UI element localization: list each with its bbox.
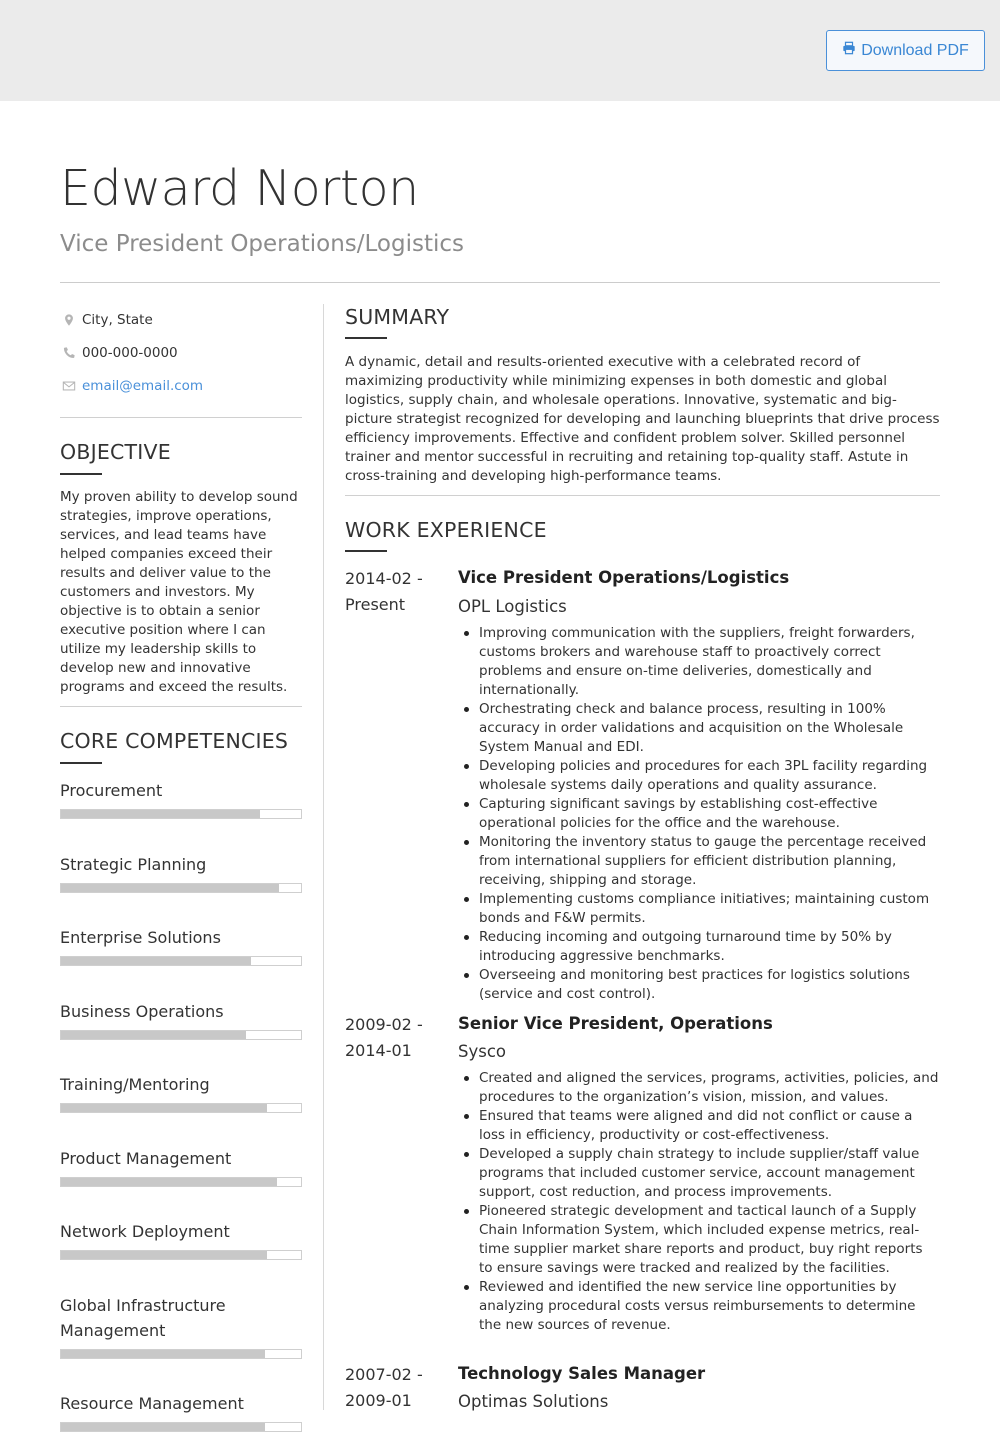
skill-bar — [60, 1250, 302, 1260]
contact-location — [60, 312, 153, 328]
job-dates — [345, 566, 445, 618]
skill-bar-fill — [61, 1350, 265, 1358]
phone-text: 000-000-0000 — [82, 345, 178, 361]
skill-bar — [60, 1103, 302, 1113]
envelope-icon — [60, 379, 82, 393]
skill-label: Resource Management — [60, 1394, 244, 1413]
job-dates — [345, 1012, 445, 1064]
skill-label: Product Management — [60, 1149, 232, 1168]
skill-bar-fill — [61, 1178, 277, 1186]
header-divider — [60, 282, 940, 283]
job-company: Optimas Solutions — [458, 1392, 609, 1411]
job-dates — [345, 1362, 445, 1414]
job-bullet: Improving communication with the suppliers, freight forwarders, customs brokers and warehouse staff to proactively correct problems and ensure on-time deliveries, domestically and internationally. — [458, 624, 940, 700]
objective-heading-rule — [60, 473, 102, 475]
job-bullet: Developing policies and procedures for each 3PL facility regarding wholesale systems daily operations and quality assurance. — [458, 757, 940, 795]
skill-bar — [60, 1349, 302, 1359]
objective-text: My proven ability to develop sound strategies, improve operations, services, and lead teams have helped companies exceed their results and deliver value to the customers and investors. My objective is to obtain a senior executive position where I can utilize my leadership skills to develop new and innovative programs and exceed the results. — [60, 489, 298, 695]
job-bullets — [458, 624, 940, 1004]
objective-heading: OBJECTIVE — [60, 440, 171, 464]
candidate-title: Vice President Operations/Logistics — [60, 231, 465, 257]
skill-bar-fill — [61, 1251, 267, 1259]
experience-heading-rule — [345, 550, 387, 552]
skill-bar — [60, 956, 302, 966]
job-role: Vice President Operations/Logistics — [458, 568, 790, 587]
job-company: OPL Logistics — [458, 597, 567, 616]
skill-label: Network Deployment — [60, 1222, 230, 1241]
job-bullet: Implementing customs compliance initiatives; maintaining custom bonds and F&W permits. — [458, 890, 940, 928]
job-bullet: Reducing incoming and outgoing turnaround time by 50% by introducing aggressive benchmarks. — [458, 928, 940, 966]
job-bullet: Overseeing and monitoring best practices for logistics solutions (service and cost control). — [458, 966, 940, 1004]
skill-label: Business Operations — [60, 1002, 224, 1021]
skill-bar-fill — [61, 1104, 267, 1112]
experience-heading: WORK EXPERIENCE — [345, 518, 547, 542]
contact-email — [60, 378, 203, 394]
skill-bar — [60, 1177, 302, 1187]
job-role: Senior Vice President, Operations — [458, 1014, 773, 1033]
contact-phone — [60, 345, 178, 361]
skill-bar-fill — [61, 957, 251, 965]
job-company: Sysco — [458, 1042, 507, 1061]
job-date-end: Present — [345, 595, 406, 614]
job-bullet: Pioneered strategic development and tactical launch of a Supply Chain Information System, which included expense metrics, real-time supplier market share reports and product, buy right reports to ensure savings were tracked and realized by the facilities. — [458, 1202, 940, 1278]
job-bullet: Developed a supply chain strategy to include supplier/staff value programs that included customer service, account management support, cost reduction, and process improvements. — [458, 1145, 940, 1202]
download-pdf-button[interactable] — [826, 30, 985, 71]
summary-heading-rule — [345, 337, 387, 339]
skill-bar-fill — [61, 1423, 265, 1431]
skill-label: Global Infrastructure Management — [60, 1296, 226, 1340]
summary-text: A dynamic, detail and results-oriented executive with a celebrated record of maximizing productivity while minimizing expenses in both domestic and global logistics, supply chain, and wholesale operations. Innovative, systematic and big-picture strategist recognized for developing and launching blueprints that drive process efficiency improvements. Effective and confident problem solver. Skilled personnel trainer and mentor successful in recruiting and retaining top-quality staff. Astute in cross-training and developing high-performance teams. — [345, 354, 940, 484]
contact-divider — [60, 417, 302, 418]
skill-label: Enterprise Solutions — [60, 928, 221, 947]
skill-label: Procurement — [60, 781, 163, 800]
summary-heading: SUMMARY — [345, 305, 450, 329]
map-pin-icon — [60, 313, 82, 327]
skill-bar — [60, 883, 302, 893]
job-bullet: Ensured that teams were aligned and did not conflict or cause a loss in efficiency, productivity or cost-effectiveness. — [458, 1107, 940, 1145]
printer-icon — [842, 41, 856, 60]
phone-icon — [60, 346, 82, 360]
job-bullet: Reviewed and identified the new service line opportunities by analyzing procedural costs versus reimbursements to determine the new sources of revenue. — [458, 1278, 940, 1335]
summary-divider — [345, 495, 940, 496]
job-bullet: Monitoring the inventory status to gauge the percentage received from international suppliers for efficient distribution planning, receiving, shipping and storage. — [458, 833, 940, 890]
candidate-name: Edward Norton — [60, 160, 419, 217]
job-role: Technology Sales Manager — [458, 1364, 706, 1383]
job-bullet: Orchestrating check and balance process, resulting in 100% accuracy in order validations and acquisition on the Wholesale System Manual and EDI. — [458, 700, 940, 757]
skill-bar-fill — [61, 884, 279, 892]
skill-label: Strategic Planning — [60, 855, 207, 874]
top-toolbar — [0, 0, 1000, 101]
skill-bar — [60, 1422, 302, 1432]
job-date-start: 2007-02 - — [345, 1365, 423, 1384]
skill-bar — [60, 809, 302, 819]
job-bullet: Created and aligned the services, programs, activities, policies, and procedures to the organization’s vision, mission, and values. — [458, 1069, 940, 1107]
competencies-heading: CORE COMPETENCIES — [60, 729, 289, 753]
email-link[interactable]: email@email.com — [82, 378, 204, 394]
objective-divider — [60, 706, 302, 707]
job-date-start: 2009-02 - — [345, 1015, 423, 1034]
column-divider — [323, 304, 324, 1410]
job-date-end: 2009-01 — [345, 1391, 412, 1410]
skill-label: Training/Mentoring — [60, 1075, 210, 1094]
job-date-start: 2014-02 - — [345, 569, 423, 588]
job-bullet: Capturing significant savings by establishing cost-effective operational policies for the office and the warehouse. — [458, 795, 940, 833]
skill-bar-fill — [61, 810, 260, 818]
job-date-end: 2014-01 — [345, 1041, 412, 1060]
download-pdf-label: Download PDF — [861, 41, 969, 59]
competencies-heading-rule — [60, 762, 102, 764]
location-text: City, State — [82, 312, 153, 328]
job-bullets — [458, 1069, 940, 1335]
skill-bar-fill — [61, 1031, 246, 1039]
skill-bar — [60, 1030, 302, 1040]
